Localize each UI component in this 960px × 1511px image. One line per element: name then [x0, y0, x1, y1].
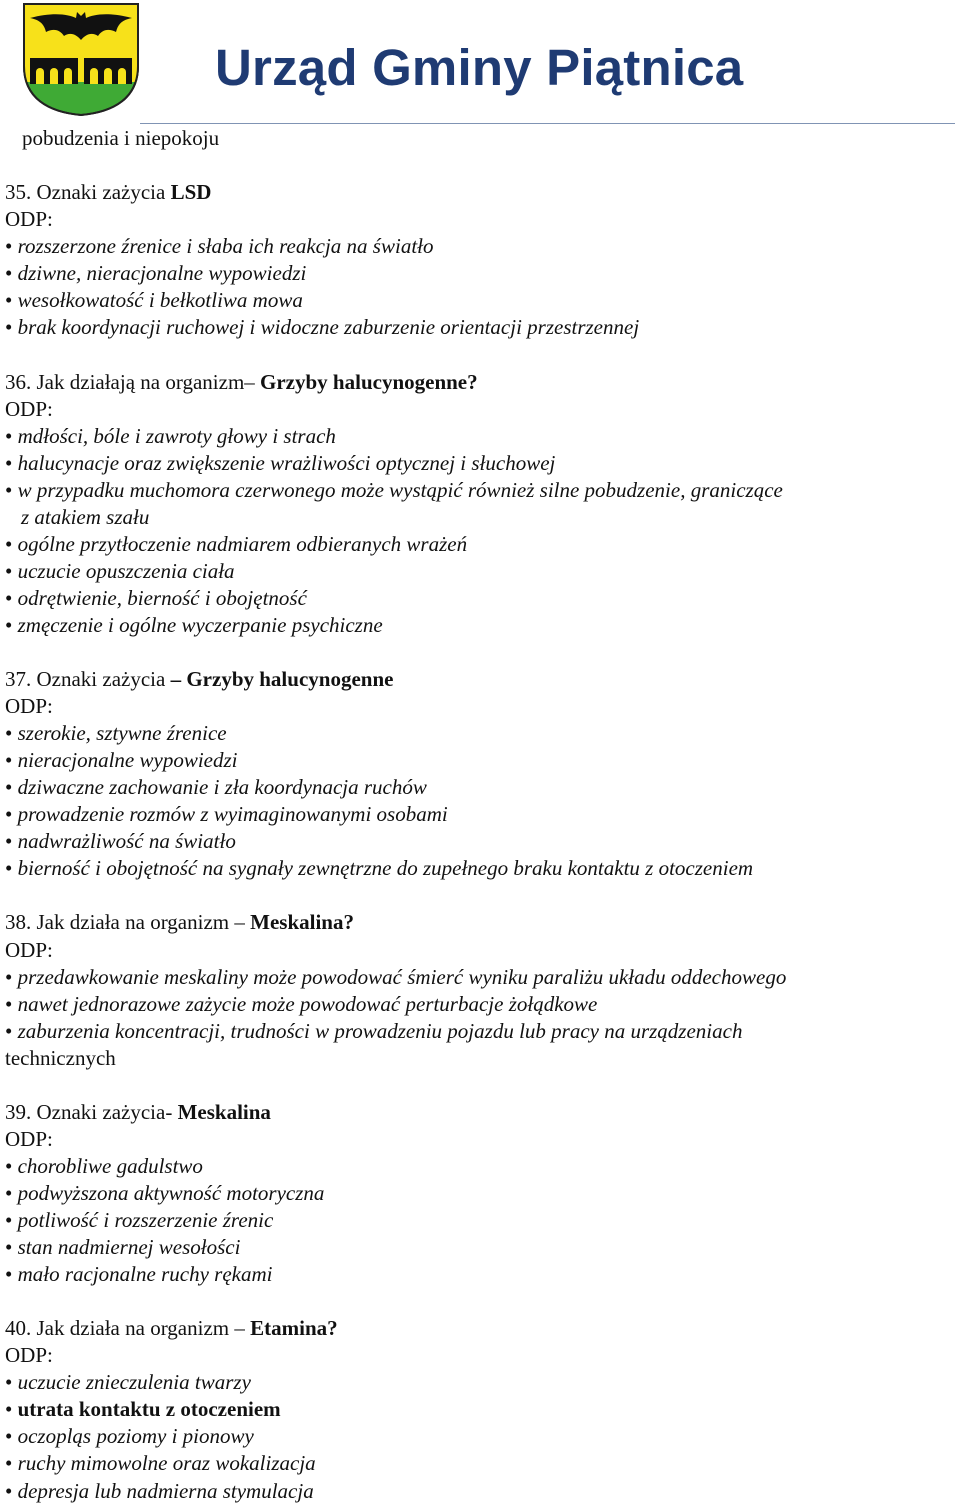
- text-line: [5, 314, 639, 341]
- text-segment: •: [5, 261, 18, 286]
- text-line: [5, 233, 434, 260]
- text-segment: •: [5, 288, 18, 313]
- text-line: [5, 774, 427, 801]
- text-line: [5, 828, 236, 855]
- text-line: [5, 855, 753, 882]
- text-line: [5, 477, 783, 504]
- text-segment: •: [5, 1153, 18, 1178]
- text-segment: •: [5, 1451, 18, 1476]
- text-segment: •: [5, 612, 18, 637]
- text-line: [5, 1207, 273, 1234]
- text-segment: Meskalina?: [250, 910, 354, 935]
- text-line: [5, 1478, 314, 1505]
- text-segment: •: [5, 802, 18, 827]
- text-segment: chorobliwe gadulstwo: [17, 1153, 203, 1178]
- text-segment: potliwość i rozszerzenie źrenic: [17, 1208, 274, 1232]
- text-segment: uczucie opuszczenia ciała: [17, 558, 235, 583]
- text-line: [5, 1045, 116, 1072]
- text-segment: •: [5, 1180, 18, 1205]
- text-line: [5, 1153, 203, 1180]
- text-segment: ODP:: [5, 396, 53, 421]
- text-segment: technicznych: [5, 1045, 116, 1070]
- page-title: Urząd Gminy Piątnica: [215, 39, 744, 96]
- text-segment: podwyższona aktywność motoryczna: [17, 1180, 325, 1205]
- text-line: [5, 666, 393, 693]
- text-segment: odrętwienie, bierność i obojętność: [17, 585, 307, 610]
- text-segment: •: [5, 1018, 18, 1043]
- text-segment: 35. Oznaki zażycia: [5, 180, 171, 205]
- text-line: [5, 531, 467, 558]
- text-segment: stan nadmiernej wesołości: [17, 1235, 241, 1259]
- text-segment: bierność i obojętność na sygnały zewnętrzne do zupełnego braku kontaktu z otoczeniem: [17, 856, 754, 881]
- text-segment: z atakiem szału: [21, 504, 150, 529]
- text-segment: •: [5, 1397, 18, 1422]
- text-segment: •: [5, 423, 18, 448]
- municipal-crest-bat-icon: [22, 2, 140, 116]
- text-segment: ruchy mimowolne oraz wokalizacja: [17, 1451, 316, 1476]
- text-segment: 36. Jak działają na organizm–: [5, 369, 261, 394]
- text-segment: •: [5, 315, 18, 340]
- text-segment: •: [5, 558, 18, 583]
- text-segment: szerokie, sztywne źrenice: [17, 721, 227, 746]
- text-segment: dziwaczne zachowanie i zła koordynacja ruchów: [17, 775, 427, 800]
- text-segment: •: [5, 748, 18, 773]
- text-segment: 39. Oznaki zażycia-: [5, 1099, 178, 1124]
- text-line: [5, 1396, 281, 1423]
- text-line: [5, 585, 307, 612]
- text-segment: •: [5, 531, 18, 556]
- text-line: [5, 991, 597, 1018]
- text-line: [5, 260, 306, 287]
- text-line: [5, 909, 354, 936]
- text-segment: depresja lub nadmierna stymulacja: [17, 1478, 314, 1503]
- text-line: [5, 801, 448, 828]
- text-line: [5, 1450, 316, 1477]
- header-divider: [140, 123, 955, 124]
- text-segment: 37. Oznaki zażycia: [5, 667, 171, 691]
- text-segment: •: [5, 1370, 18, 1395]
- text-segment: – Grzyby halucynogenne: [170, 667, 394, 691]
- text-segment: Meskalina: [177, 1099, 271, 1124]
- text-line: [5, 558, 235, 585]
- text-segment: •: [5, 1478, 18, 1503]
- text-line: [5, 423, 336, 450]
- text-line: [5, 450, 555, 477]
- text-line: [5, 1315, 338, 1342]
- text-line: [5, 720, 227, 747]
- text-segment: dziwne, nieracjonalne wypowiedzi: [17, 261, 307, 286]
- text-line: [5, 964, 786, 991]
- text-line: [5, 396, 53, 423]
- text-line: [5, 287, 303, 314]
- text-line: [5, 369, 478, 396]
- text-line: [5, 937, 53, 964]
- text-line: [5, 206, 53, 233]
- text-segment: pobudzenia i niepokoju: [22, 126, 220, 150]
- text-segment: •: [5, 234, 18, 259]
- text-line: [5, 693, 53, 720]
- text-line: [5, 747, 238, 774]
- text-segment: utrata kontaktu z otoczeniem: [17, 1397, 281, 1422]
- text-line: [5, 1018, 742, 1045]
- text-segment: •: [5, 964, 18, 989]
- text-segment: ODP:: [5, 1343, 53, 1368]
- text-segment: •: [5, 1235, 18, 1259]
- text-segment: ODP:: [5, 207, 53, 232]
- text-segment: nawet jednorazowe zażycie może powodować perturbacje żołądkowe: [17, 991, 598, 1016]
- text-segment: •: [5, 991, 18, 1016]
- text-line: [21, 504, 149, 531]
- text-segment: 38. Jak działa na organizm –: [5, 910, 251, 935]
- text-segment: ogólne przytłoczenie nadmiarem odbieranych wrażeń: [17, 531, 468, 556]
- text-line: [5, 1342, 53, 1369]
- text-line: [5, 1234, 240, 1261]
- text-segment: ODP:: [5, 694, 53, 719]
- text-segment: •: [5, 856, 18, 881]
- text-line: [5, 1423, 254, 1450]
- text-segment: w przypadku muchomora czerwonego może wystąpić również silne pobudzenie, graniczące: [17, 477, 783, 502]
- text-segment: •: [5, 1208, 18, 1232]
- text-segment: Etamina?: [250, 1316, 338, 1341]
- text-segment: •: [5, 1262, 18, 1287]
- text-line: [5, 1099, 271, 1126]
- text-segment: nieracjonalne wypowiedzi: [17, 748, 238, 773]
- text-segment: ODP:: [5, 937, 53, 962]
- text-line: [5, 1126, 53, 1153]
- text-segment: zmęczenie i ogólne wyczerpanie psychiczne: [17, 612, 383, 637]
- text-segment: uczucie znieczulenia twarzy: [17, 1370, 251, 1395]
- text-line: [5, 179, 211, 206]
- text-segment: mdłości, bóle i zawroty głowy i strach: [17, 423, 336, 448]
- text-line: [5, 1369, 251, 1396]
- text-line: [5, 1180, 324, 1207]
- text-segment: przedawkowanie meskaliny może powodować śmierć wyniku paraliżu układu oddechowego: [17, 964, 787, 989]
- text-segment: LSD: [170, 180, 212, 205]
- text-segment: brak koordynacji ruchowej i widoczne zaburzenie orientacji przestrzennej: [17, 315, 640, 340]
- text-segment: mało racjonalne ruchy rękami: [17, 1262, 273, 1287]
- text-segment: •: [5, 775, 18, 800]
- text-segment: •: [5, 829, 18, 854]
- text-segment: •: [5, 585, 18, 610]
- text-segment: •: [5, 450, 18, 475]
- text-segment: prowadzenie rozmów z wyimaginowanymi osobami: [17, 802, 448, 827]
- text-segment: ODP:: [5, 1126, 53, 1151]
- text-segment: nadwrażliwość na światło: [17, 829, 236, 854]
- text-segment: wesołkowatość i bełkotliwa mowa: [17, 288, 303, 313]
- text-segment: zaburzenia koncentracji, trudności w prowadzeniu pojazdu lub pracy na urządzeniach: [17, 1018, 743, 1043]
- text-segment: Grzyby halucynogenne?: [260, 369, 478, 394]
- text-line: [5, 612, 383, 639]
- text-segment: •: [5, 1424, 18, 1449]
- text-segment: 40. Jak działa na organizm –: [5, 1316, 251, 1341]
- text-line: [22, 125, 219, 152]
- text-segment: halucynacje oraz zwiększenie wrażliwości optycznej i słuchowej: [17, 450, 556, 475]
- text-segment: rozszerzone źrenice i słaba ich reakcja na światło: [17, 234, 434, 259]
- text-segment: •: [5, 721, 18, 746]
- text-segment: oczopląs poziomy i pionowy: [17, 1424, 254, 1449]
- text-line: [5, 1261, 272, 1288]
- text-segment: •: [5, 477, 18, 502]
